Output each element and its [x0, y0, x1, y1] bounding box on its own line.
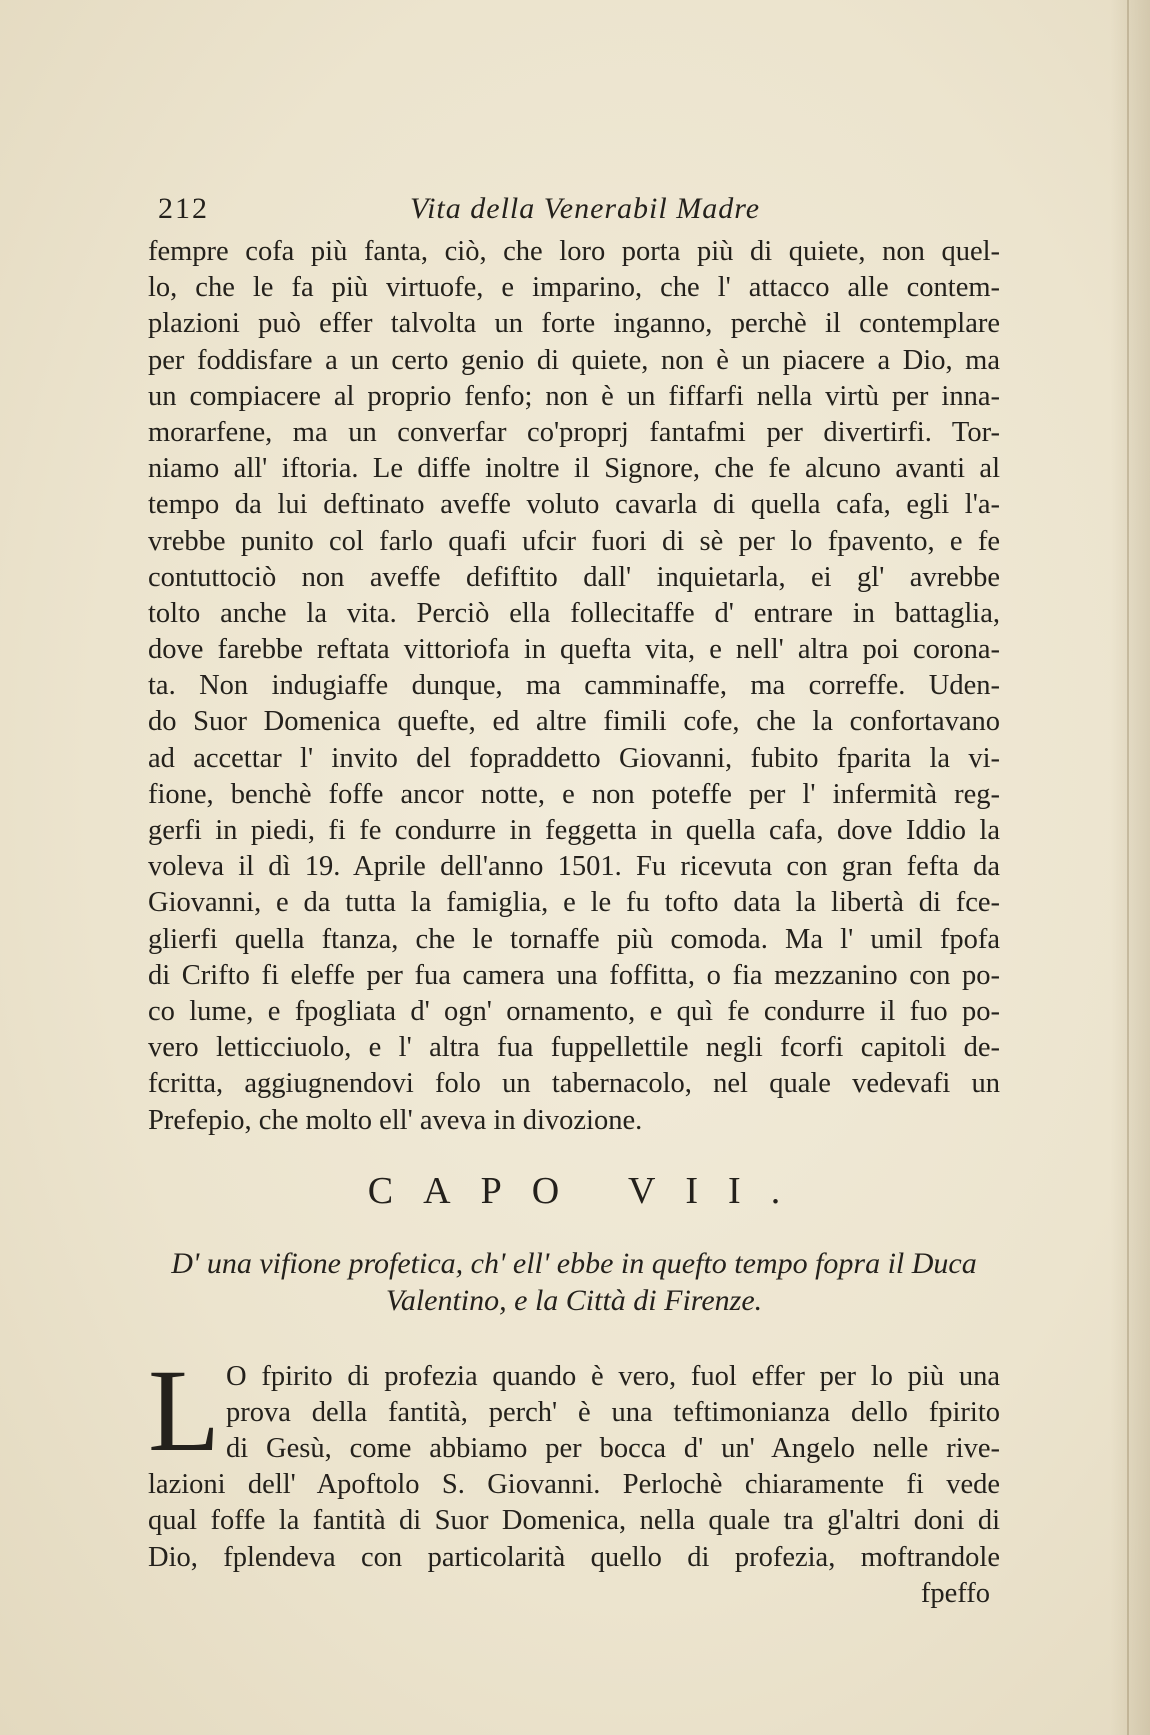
chapter-subtitle	[148, 1245, 1000, 1319]
text-line: co lume, e fpogliata d' ogn' ornamento, e quì fe condurre il fuo po-	[148, 995, 1000, 1027]
text-line: do Suor Domenica quefte, ed altre fimili cofe, che la confortavano	[148, 706, 1000, 738]
text-line: ta. Non indugiaffe dunque, ma camminaffe, ma correffe. Uden-	[148, 670, 1000, 702]
text-line: lazioni dell' Apoftolo S. Giovanni. Perlochè chiaramente fi vede	[148, 1469, 1000, 1501]
text-line: fcritta, aggiugnendovi folo un tabernacolo, nel quale vedevafi un	[148, 1068, 1000, 1100]
paragraph-1	[148, 234, 1000, 1139]
text-line: lo, che le fa più virtuofe, e imparino, che l' attacco alle contem-	[148, 272, 1000, 304]
text-line: di Gesù, come abbiamo per bocca d' un' Angelo nelle rive-	[226, 1433, 1000, 1465]
text-line: contuttociò non aveffe defiftito dall' inquietarla, ei gl' avrebbe	[148, 561, 1000, 593]
running-title: Vita della Venerabil Madre	[410, 192, 761, 225]
text-line: tempo da lui deftinato aveffe voluto cavarla di quella cafa, egli l'a-	[148, 489, 1000, 521]
text-line: un compiacere al proprio fenfo; non è un fiffarfi nella virtù per inna-	[148, 380, 1000, 412]
page-edge-shadow	[1110, 0, 1150, 1735]
text-line: voleva il dì 19. Aprile dell'anno 1501. Fu ricevuta con gran fefta da	[148, 851, 1000, 883]
chapter-subtitle-line: D' una vifione profetica, ch' ell' ebbe in quefto tempo fopra il Duca	[171, 1246, 977, 1280]
drop-cap: L	[148, 1344, 221, 1476]
text-line: gerfi in piedi, fi fe condurre in feggetta in quella cafa, dove Iddio la	[148, 815, 1000, 846]
text-line: fione, benchè foffe ancor notte, e non poteffe per l' infermità reg-	[148, 778, 1000, 810]
text-line: glierfi quella ftanza, che le tornaffe più comoda. Ma l' umil fpofa	[148, 923, 1000, 955]
text-line: tolto anche la vita. Perciò ella follecitaffe d' entrare in battaglia,	[148, 597, 1000, 629]
page-number: 212	[158, 192, 209, 225]
text-line: plazioni può effer talvolta un forte inganno, perchè il contemplare	[148, 308, 1000, 340]
catchword: fpeffo	[920, 1577, 990, 1609]
text-line: di Crifto fi eleffe per fua camera una foffitta, o fia mezzanino con po-	[148, 959, 1000, 991]
text-line: dove farebbe reftata vittoriofa in quefta vita, e nell' altra poi corona-	[148, 634, 1000, 666]
text-line: Dio, fplendeva con particolarità quello di profezia, moftrandole	[148, 1541, 1000, 1573]
text-line: niamo all' iftoria. Le diffe inoltre il Signore, che fe alcuno avanti al	[148, 453, 1000, 485]
paragraph-2	[148, 1344, 1000, 1612]
text-line: O fpirito di profezia quando è vero, fuol effer per lo più una	[226, 1360, 1000, 1392]
text-line: vrebbe punito col farlo quafi ufcir fuori di sè per lo fpavento, e fe	[148, 525, 1000, 557]
text-block	[148, 192, 1000, 1612]
text-line: fempre cofa più fanta, ciò, che loro porta più di quiete, non quel-	[148, 236, 1000, 267]
page-fold-line	[1127, 0, 1129, 1735]
text-line: morarfene, ma un converfar co'proprj fantafmi per divertirfi. Tor-	[148, 416, 1000, 448]
chapter-title: CAPO VII.	[367, 1169, 811, 1212]
text-line: qual foffe la fantità di Suor Domenica, nella quale tra gl'altri doni di	[148, 1505, 1000, 1537]
text-line: vero letticciuolo, e l' altra fua fuppellettile negli fcorfi capitoli de-	[148, 1032, 1000, 1064]
text-line: Giovanni, e da tutta la famiglia, e le fu tofto data la libertà di fce-	[148, 887, 1000, 919]
text-line: Prefepio, che molto ell' aveva in divozione.	[148, 1104, 643, 1136]
text-line: prova della fantità, perch' è una teftimonianza dello fpirito	[226, 1396, 1000, 1428]
text-line: ad accettar l' invito del fopraddetto Giovanni, fubito fparita la vi-	[148, 742, 1000, 774]
text-line: per foddisfare a un certo genio di quiete, non è un piacere a Dio, ma	[148, 344, 1000, 376]
chapter-subtitle-line: Valentino, e la Città di Firenze.	[385, 1283, 763, 1317]
running-head	[148, 192, 1000, 234]
